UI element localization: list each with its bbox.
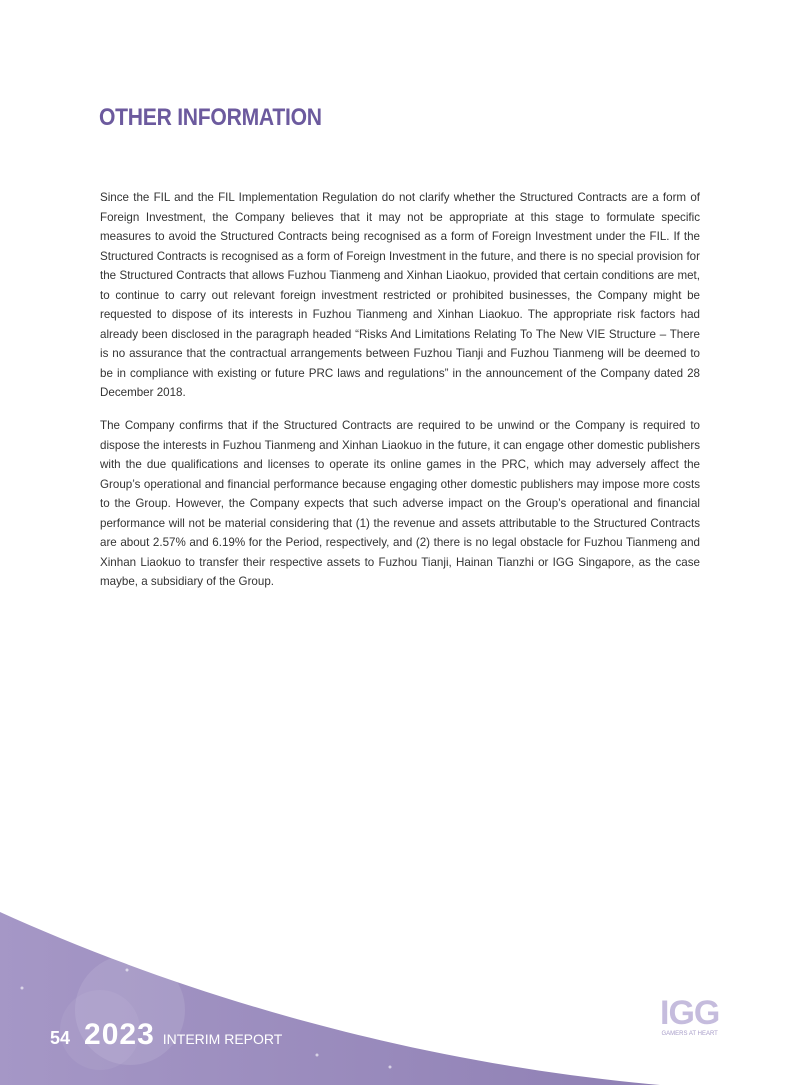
page-number: 54: [50, 1028, 71, 1048]
body-paragraph: The Company confirms that if the Structured Contracts are required to be unwind or the Company is required to dispose the interests in Fuzhou Tianmeng and Xinhan Liaokuo in the future, it can engage other domestic publishers with the due qualifications and licenses to operate its online games in the PRC, which may adversely affect the Group’s operational and financial performance because engaging other domestic publishers may impose more costs to the Group. However, the Company expects that such adverse impact on the Group’s operational and financial performance will not be material considering that (1) the revenue and assets attributable to the Structured Contracts are about 2.57% and 6.19% for the Period, respectively, and (2) there is no legal obstacle for Fuzhou Tianmeng and Xinhan Liaokuo to transfer their respective assets to Fuzhou Tianji, Hainan Tianzhi or IGG Singapore, as the case maybe, a subsidiary of the Group.: [100, 419, 700, 588]
body-paragraph: Since the FIL and the FIL Implementation Regulation do not clarify whether the Structured Contracts are a form of Foreign Investment, the Company believes that it may not be appropriate at this stage to formulate specific measures to avoid the Structured Contracts being recognised as a form of Foreign Investment under the FIL. If the Structured Contracts is recognised as a form of Foreign Investment in the future, and there is no special provision for the Structured Contracts that allows Fuzhou Tianmeng and Xinhan Liaokuo, provided that certain conditions are met, to continue to carry out relevant foreign investment restricted or prohibited businesses, the Company might be requested to dispose of its interests in Fuzhou Tianmeng and Xinhan Liaokuo. The appropriate risk factors had already been disclosed in the paragraph headed “Risks And Limitations Relating To The New VIE Structure – There is no assurance that the contractual arrangements between Fuzhou Tianji and Fuzhou Tianmeng will be deemed to be in compliance with existing or future PRC laws and regulations” in the announcement of the Company dated 28 December 2018.: [100, 191, 700, 399]
report-name: INTERIM REPORT: [162, 1031, 283, 1047]
logo-tagline: GAMERS AT HEART: [661, 1031, 718, 1037]
page-title: OTHER INFORMATION: [99, 104, 322, 131]
report-year: 2023: [84, 1018, 155, 1051]
logo-mark: IGG: [660, 994, 720, 1032]
page-footer: [50, 1018, 282, 1052]
igg-logo: [660, 995, 719, 1037]
